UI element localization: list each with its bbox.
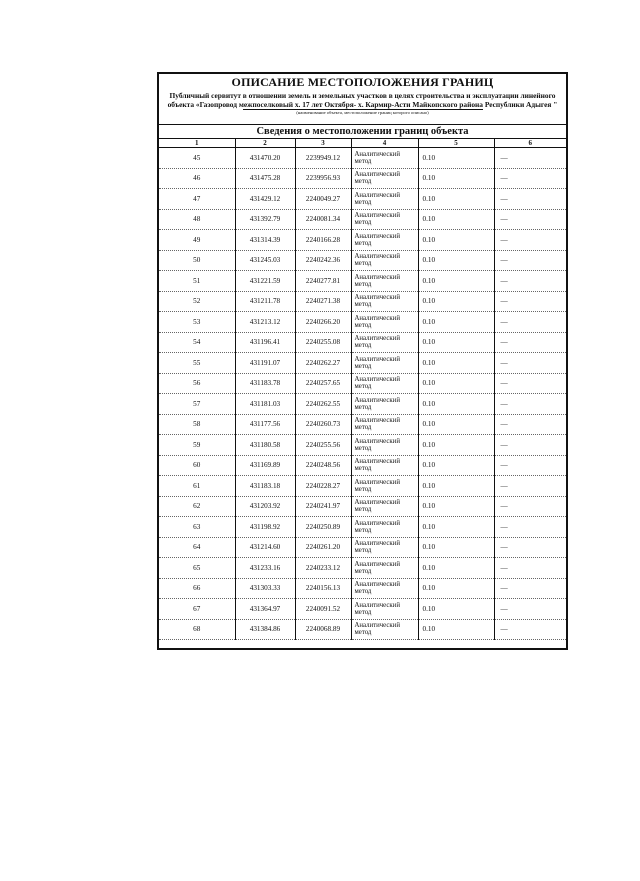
cell-y: 2239956.93 — [295, 168, 351, 189]
cell-n: 47 — [159, 189, 235, 210]
cell-n: 51 — [159, 271, 235, 292]
cell-x: 431429.12 — [235, 189, 295, 210]
cell-acc: 0.10 — [418, 353, 494, 374]
cell-n: 60 — [159, 455, 235, 476]
cell-acc: 0.10 — [418, 291, 494, 312]
cell-acc: 0.10 — [418, 414, 494, 435]
cell-x: 431384.86 — [235, 619, 295, 640]
cell-n: 63 — [159, 517, 235, 538]
cell-note: — — [494, 353, 566, 374]
cell-x: 431180.58 — [235, 435, 295, 456]
cell-note: — — [494, 496, 566, 517]
cell-n: 59 — [159, 435, 235, 456]
cell-method: Аналитический метод — [351, 250, 418, 271]
table-row — [159, 312, 566, 333]
cell-method: Аналитический метод — [351, 312, 418, 333]
table-row — [159, 271, 566, 292]
cell-note: — — [494, 578, 566, 599]
cell-x: 431214.60 — [235, 537, 295, 558]
cell-x: 431475.28 — [235, 168, 295, 189]
cell-acc: 0.10 — [418, 332, 494, 353]
coordinates-table — [159, 139, 566, 640]
table-row — [159, 414, 566, 435]
cell-acc: 0.10 — [418, 558, 494, 579]
cell-y: 2240255.56 — [295, 435, 351, 456]
cell-acc: 0.10 — [418, 230, 494, 251]
table-row — [159, 455, 566, 476]
cell-y: 2240255.08 — [295, 332, 351, 353]
document-note: (наименование объекта, местоположение границ которого описано) — [243, 109, 483, 116]
table-row — [159, 435, 566, 456]
cell-n: 65 — [159, 558, 235, 579]
cell-y: 2240241.97 — [295, 496, 351, 517]
cell-note: — — [494, 230, 566, 251]
cell-n: 52 — [159, 291, 235, 312]
table-row — [159, 394, 566, 415]
cell-method: Аналитический метод — [351, 353, 418, 374]
cell-note: — — [494, 394, 566, 415]
cell-x: 431314.39 — [235, 230, 295, 251]
cell-method: Аналитический метод — [351, 332, 418, 353]
cell-n: 53 — [159, 312, 235, 333]
cell-note: — — [494, 168, 566, 189]
cell-method: Аналитический метод — [351, 230, 418, 251]
cell-note: — — [494, 373, 566, 394]
cell-n: 64 — [159, 537, 235, 558]
table-row — [159, 496, 566, 517]
cell-note: — — [494, 558, 566, 579]
cell-x: 431196.41 — [235, 332, 295, 353]
cell-n: 61 — [159, 476, 235, 497]
cell-x: 431183.78 — [235, 373, 295, 394]
cell-method: Аналитический метод — [351, 189, 418, 210]
cell-x: 431233.16 — [235, 558, 295, 579]
table-row — [159, 291, 566, 312]
cell-acc: 0.10 — [418, 168, 494, 189]
cell-y: 2240233.12 — [295, 558, 351, 579]
cell-method: Аналитический метод — [351, 271, 418, 292]
table-row — [159, 373, 566, 394]
table-row — [159, 332, 566, 353]
cell-y: 2240242.36 — [295, 250, 351, 271]
cell-method: Аналитический метод — [351, 414, 418, 435]
cell-x: 431177.56 — [235, 414, 295, 435]
table-row — [159, 168, 566, 189]
document-header — [159, 74, 566, 116]
cell-y: 2240166.28 — [295, 230, 351, 251]
column-header: 2 — [235, 139, 295, 148]
cell-method: Аналитический метод — [351, 435, 418, 456]
cell-method: Аналитический метод — [351, 496, 418, 517]
document-subtitle: Публичный сервитут в отношении земель и земельных участков в целях строительства и эксплуатации линейного объекта «Газопровод межпоселковый х. 17 лет Октября- х. Кармир-Асти Майкопского района Республики Адыгея " — [167, 91, 558, 109]
cell-note: — — [494, 148, 566, 169]
cell-note: — — [494, 599, 566, 620]
table-row — [159, 148, 566, 169]
cell-acc: 0.10 — [418, 209, 494, 230]
cell-method: Аналитический метод — [351, 148, 418, 169]
cell-n: 68 — [159, 619, 235, 640]
cell-n: 46 — [159, 168, 235, 189]
cell-method: Аналитический метод — [351, 373, 418, 394]
cell-acc: 0.10 — [418, 394, 494, 415]
column-header: 5 — [418, 139, 494, 148]
cell-note: — — [494, 189, 566, 210]
table-row — [159, 230, 566, 251]
section-title: Сведения о местоположении границ объекта — [159, 124, 566, 139]
cell-method: Аналитический метод — [351, 537, 418, 558]
cell-note: — — [494, 250, 566, 271]
cell-note: — — [494, 312, 566, 333]
cell-y: 2240257.65 — [295, 373, 351, 394]
cell-y: 2240261.20 — [295, 537, 351, 558]
cell-n: 56 — [159, 373, 235, 394]
cell-note: — — [494, 455, 566, 476]
cell-n: 45 — [159, 148, 235, 169]
cell-method: Аналитический метод — [351, 619, 418, 640]
cell-note: — — [494, 476, 566, 497]
cell-y: 2239949.12 — [295, 148, 351, 169]
cell-acc: 0.10 — [418, 271, 494, 292]
cell-acc: 0.10 — [418, 373, 494, 394]
cell-acc: 0.10 — [418, 578, 494, 599]
table-row — [159, 353, 566, 374]
cell-acc: 0.10 — [418, 455, 494, 476]
cell-x: 431191.07 — [235, 353, 295, 374]
cell-method: Аналитический метод — [351, 476, 418, 497]
cell-x: 431470.20 — [235, 148, 295, 169]
cell-y: 2240266.20 — [295, 312, 351, 333]
cell-note: — — [494, 414, 566, 435]
cell-acc: 0.10 — [418, 537, 494, 558]
column-header: 4 — [351, 139, 418, 148]
table-header-row — [159, 139, 566, 148]
cell-acc: 0.10 — [418, 148, 494, 169]
cell-x: 431211.78 — [235, 291, 295, 312]
cell-x: 431183.18 — [235, 476, 295, 497]
cell-acc: 0.10 — [418, 312, 494, 333]
cell-x: 431181.03 — [235, 394, 295, 415]
cell-n: 48 — [159, 209, 235, 230]
cell-y: 2240262.27 — [295, 353, 351, 374]
cell-y: 2240156.13 — [295, 578, 351, 599]
table-row — [159, 517, 566, 538]
table-row — [159, 209, 566, 230]
table-row — [159, 537, 566, 558]
cell-acc: 0.10 — [418, 619, 494, 640]
cell-method: Аналитический метод — [351, 291, 418, 312]
cell-y: 2240271.38 — [295, 291, 351, 312]
cell-n: 50 — [159, 250, 235, 271]
cell-method: Аналитический метод — [351, 455, 418, 476]
cell-n: 58 — [159, 414, 235, 435]
cell-n: 49 — [159, 230, 235, 251]
cell-x: 431245.03 — [235, 250, 295, 271]
document-title: ОПИСАНИЕ МЕСТОПОЛОЖЕНИЯ ГРАНИЦ — [231, 75, 494, 89]
table-row — [159, 619, 566, 640]
cell-method: Аналитический метод — [351, 168, 418, 189]
cell-acc: 0.10 — [418, 189, 494, 210]
cell-n: 66 — [159, 578, 235, 599]
cell-acc: 0.10 — [418, 599, 494, 620]
cell-note: — — [494, 291, 566, 312]
cell-method: Аналитический метод — [351, 578, 418, 599]
table-row — [159, 476, 566, 497]
document-page — [157, 72, 568, 650]
cell-x: 431198.92 — [235, 517, 295, 538]
cell-note: — — [494, 435, 566, 456]
cell-acc: 0.10 — [418, 496, 494, 517]
column-header: 6 — [494, 139, 566, 148]
cell-x: 431203.92 — [235, 496, 295, 517]
cell-y: 2240091.52 — [295, 599, 351, 620]
table-row — [159, 558, 566, 579]
cell-y: 2240260.73 — [295, 414, 351, 435]
cell-x: 431303.33 — [235, 578, 295, 599]
cell-y: 2240228.27 — [295, 476, 351, 497]
cell-y: 2240248.56 — [295, 455, 351, 476]
cell-n: 62 — [159, 496, 235, 517]
table-row — [159, 189, 566, 210]
cell-y: 2240049.27 — [295, 189, 351, 210]
table-body — [159, 148, 566, 640]
table-row — [159, 578, 566, 599]
table-row — [159, 599, 566, 620]
cell-y: 2240081.34 — [295, 209, 351, 230]
cell-note: — — [494, 209, 566, 230]
cell-note: — — [494, 619, 566, 640]
cell-method: Аналитический метод — [351, 517, 418, 538]
cell-x: 431213.12 — [235, 312, 295, 333]
cell-method: Аналитический метод — [351, 209, 418, 230]
cell-x: 431221.59 — [235, 271, 295, 292]
cell-acc: 0.10 — [418, 250, 494, 271]
cell-note: — — [494, 332, 566, 353]
table-row — [159, 250, 566, 271]
cell-note: — — [494, 517, 566, 538]
cell-y: 2240262.55 — [295, 394, 351, 415]
cell-x: 431364.97 — [235, 599, 295, 620]
column-header: 3 — [295, 139, 351, 148]
column-header: 1 — [159, 139, 235, 148]
cell-method: Аналитический метод — [351, 394, 418, 415]
cell-x: 431169.89 — [235, 455, 295, 476]
cell-acc: 0.10 — [418, 476, 494, 497]
cell-method: Аналитический метод — [351, 599, 418, 620]
cell-method: Аналитический метод — [351, 558, 418, 579]
cell-y: 2240250.89 — [295, 517, 351, 538]
cell-y: 2240068.89 — [295, 619, 351, 640]
cell-x: 431392.79 — [235, 209, 295, 230]
cell-acc: 0.10 — [418, 517, 494, 538]
cell-n: 54 — [159, 332, 235, 353]
cell-n: 57 — [159, 394, 235, 415]
cell-y: 2240277.81 — [295, 271, 351, 292]
cell-n: 55 — [159, 353, 235, 374]
cell-note: — — [494, 537, 566, 558]
cell-acc: 0.10 — [418, 435, 494, 456]
cell-note: — — [494, 271, 566, 292]
cell-n: 67 — [159, 599, 235, 620]
